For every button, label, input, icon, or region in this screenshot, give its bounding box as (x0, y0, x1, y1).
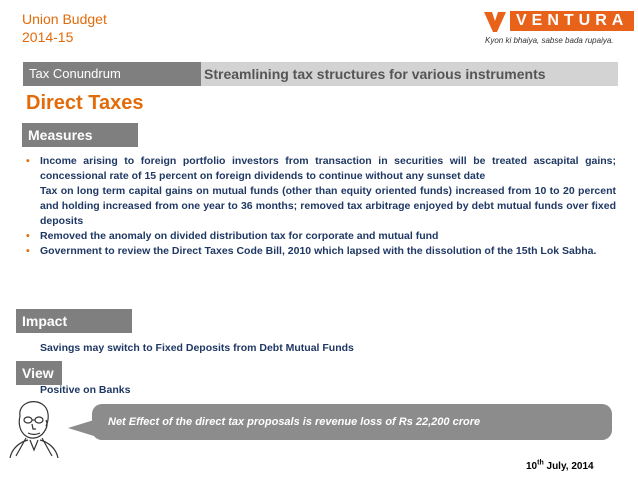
impact-label: Impact (16, 309, 132, 333)
person-sketch-icon (2, 396, 62, 458)
date-suffix: th (537, 459, 544, 467)
measure-item-3-text: Government to review the Direct Taxes Code Bill, 2010 which lapsed with the dissolution of the 15th Lok Sabha. (40, 245, 597, 257)
header-title-line1: Union Budget (22, 11, 107, 27)
callout-text: Net Effect of the direct tax proposals is revenue loss of Rs 22,200 crore (108, 416, 481, 428)
slide-date (526, 461, 594, 472)
date-day: 10 (526, 461, 538, 472)
bullet-icon: • (26, 245, 30, 257)
view-label: View (16, 361, 62, 385)
callout-tail (68, 420, 94, 436)
header-title-line2: 2014-15 (22, 29, 74, 45)
measure-item-1 (26, 154, 616, 184)
header-title (22, 10, 107, 46)
date-rest: July, 2014 (543, 461, 594, 472)
conundrum-label: Tax Conundrum (23, 62, 201, 86)
logo-wordmark: VENTURA (510, 11, 634, 31)
measure-item-1-text: Income arising to foreign portfolio investors from transaction in securities will be treated ascapital gains; concessional rate of 15 percent on foreign dividends to continue without any sunset date (40, 155, 616, 182)
view-text: Positive on Banks (40, 384, 131, 396)
measure-item-1-sub-text: Tax on long term capital gains on mutual funds (other than equity oriented funds) increased from 10 to 20 percent and holding increased from one year to 36 months; removed tax arbitrage enjoyed by debt mutual funds over fixed deposits (40, 185, 616, 227)
bullet-icon: • (26, 230, 30, 242)
ventura-v-icon (484, 12, 506, 32)
measures-list (26, 154, 616, 259)
page-title: Direct Taxes (26, 92, 144, 114)
impact-text: Savings may switch to Fixed Deposits from Debt Mutual Funds (40, 342, 354, 354)
measure-item-1-sub (26, 184, 616, 229)
ventura-logo (484, 12, 629, 48)
measures-label: Measures (22, 123, 138, 147)
measure-item-3 (26, 244, 616, 259)
logo-tagline: Kyon ki bhaiya, sabse bada rupaiya. (485, 36, 614, 45)
conundrum-text: Streamlining tax structures for various instruments (204, 66, 546, 82)
measure-item-2-text: Removed the anomaly on divided distribution tax for corporate and mutual fund (40, 230, 439, 242)
measure-item-2 (26, 229, 616, 244)
bullet-icon: • (26, 155, 30, 167)
